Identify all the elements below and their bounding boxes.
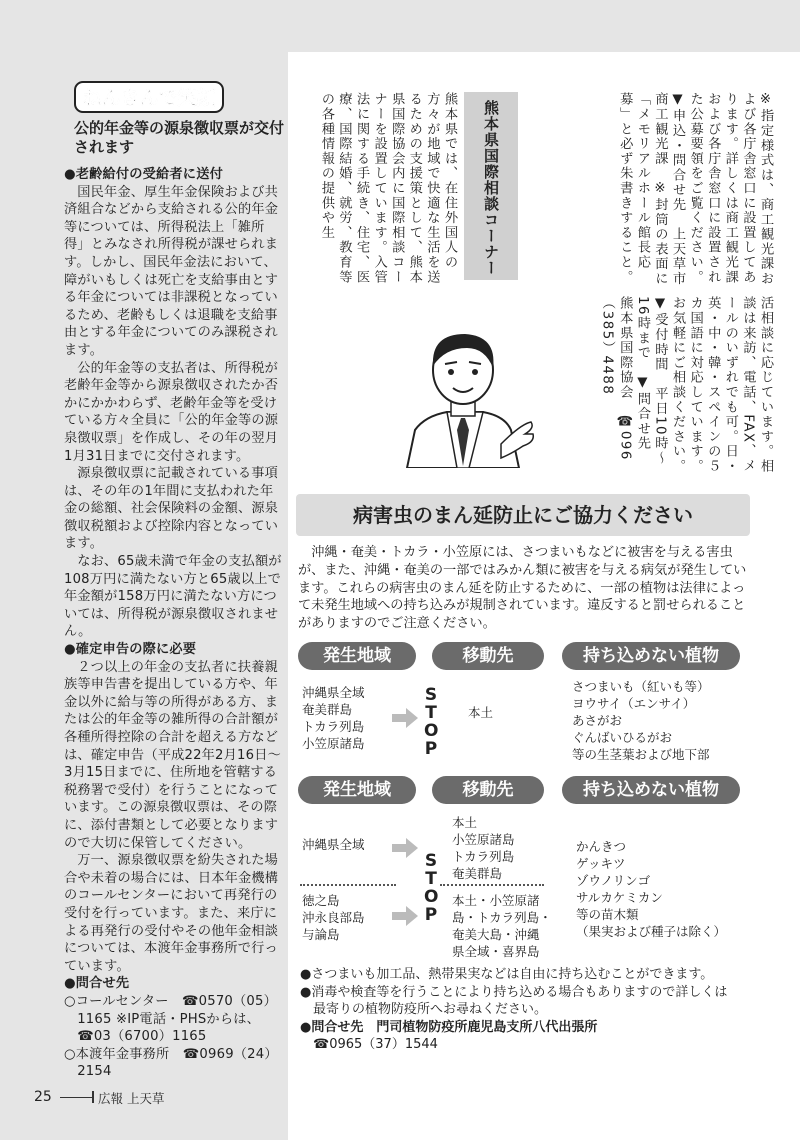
t1-plant: 等の生茎葉および地下部 (572, 747, 710, 762)
kumamoto-title: 熊本県国際相談コーナー (482, 100, 500, 276)
dotted-divider (440, 884, 544, 886)
note: ●消毒や検査等を行うことにより持ち込める場合もありますので詳しくは (300, 984, 728, 1000)
t2-plant: かんきつ (576, 839, 627, 854)
pill-banned-plants: 持ち込めない植物 (562, 642, 740, 670)
pill-destination: 移動先 (432, 642, 544, 670)
pest-contact: ●問合せ先 門司植物防疫所鹿児島支所八代出張所 (300, 1019, 598, 1035)
pest-title: 病害虫のまん延防止にご協力ください (353, 503, 693, 527)
vertical-notice-area (288, 78, 800, 480)
t2-plant: ゾウノリンゴ (576, 873, 651, 888)
consultant-illustration (385, 318, 535, 468)
stop-label-1: S T O P (424, 685, 439, 759)
kumamoto-body-continued: 活相談に応じています。相談は来訪、電話、FAX、メールのいずれでも可。日・英・中・韓・スペインの５カ国語に対応しています。お気軽にご相談ください。▼受付時間 平日10時～16時まで ▼問合せ先 熊本県国際協会 ☎096（385）4488 (599, 296, 773, 474)
t2-dest-item: 本土・小笠原諸 (452, 893, 540, 908)
pest-header (296, 494, 750, 536)
pest-contact-tel: ☎0965（37）1544 (313, 1037, 438, 1052)
arrow-right-icon (392, 838, 418, 858)
t2-dest-item: 本土 (452, 815, 478, 830)
stop-label-2: S T O P (424, 851, 439, 925)
t2-plant: （果実および種子は除く） (576, 924, 727, 939)
t1-origin-item: 小笠原諸島 (302, 736, 365, 751)
t1-origin-list (302, 684, 365, 752)
footer-rule (60, 1097, 92, 1098)
t2-plant: サルカケミカン (576, 890, 663, 905)
t2-dest-item: 奄美群島 (452, 866, 503, 881)
kumamoto-body: 熊本県では、在住外国人の方々が地域で快適な生活を送るための支援策として、熊本県国際協会内に国際相談コーナーを設置しています。入管法に関する手続き、住宅、医療、国際結婚、就労、教育等の各種情報の提供や生 (318, 92, 457, 285)
paragraph: ２つ以上の年金の支払者に扶養親族等申告書を提出している方や、年金以外に給与等の所得がある方、または公的年金等の雑所得の合計額が各種所得控除の合計を超える方などは、確定申告（平成22年2月16日～3月15日までに、住所地を管轄する税務署で受付）を行うことになっています。この源泉徴収票は、その際に、添付書類として必要となりますので大切に保管してください。 (64, 659, 281, 851)
section-heading: ●確定申告の際に必要 (64, 642, 197, 658)
t1-origin-item: 奄美群島 (302, 702, 353, 717)
arrow-right-icon (392, 708, 418, 728)
t2-dest-item: トカラ列島 (452, 849, 515, 864)
t2-dest-item: 奄美大島・沖縄 (452, 927, 540, 942)
paragraph: 万一、源泉徴収票を紛失された場合や未着の場合には、日本年金機構のコールセンターにおいて再発行の受付を行っています。また、来庁による再発行の受付やその他年金相談については、本渡年金事務所で行っています。 (64, 853, 279, 974)
contact-heading: ●問合せ先 (64, 976, 130, 992)
contact-line: 2154 (77, 1064, 112, 1080)
t1-plant: ヨウサイ（エンサイ） (572, 696, 696, 711)
t1-origin-item: 沖縄県全域 (302, 685, 365, 700)
memorial-hall-notice: ※指定様式は、商工観光課および各庁舎窓口に設置してあります。詳しくは商工観光課および各庁舎窓口に設置された公募要領をご覧ください。▼申込・問合せ先 上天草市商工観光課 ※封筒の表面に「メモリアルホール館長応募」と必ず朱書きすること。 (617, 92, 773, 287)
paragraph: 源泉徴収票に記載されている事項は、その年の1年間に支払われた年金の総額、社会保険料の金額、源泉徴収税額および控除内容となっています。 (64, 466, 279, 552)
t1-plants-list (572, 678, 710, 763)
t2-origin-a: 沖縄県全域 (302, 837, 365, 852)
pill-destination-2: 移動先 (432, 776, 544, 804)
note: ●さつまいも加工品、熱帯果実などは自由に持ち込むことができます。 (300, 967, 714, 982)
t1-plant: さつまいも（紅いも等） (572, 679, 710, 694)
kumamoto-title-box (464, 92, 518, 280)
contact-line: ☎03（6700）1165 (77, 1029, 207, 1045)
pest-intro-text: 沖縄・奄美・トカラ・小笠原には、さつまいもなどに被害を与える害虫が、また、沖縄・奄美の一部ではみかん類に被害を与える病気が発生しています。これらの病害虫のまん延を防止するために、一部の植物は法律によって未発生地域への持ち込みが規制されています。違反すると罰せられることがありますのでご注意ください。 (298, 545, 747, 632)
t2-plant: 等の苗木類 (576, 907, 639, 922)
pill-banned-plants-2: 持ち込めない植物 (562, 776, 740, 804)
pension-article-title: 公的年金等の源泉徴収票が交付されます (74, 119, 285, 156)
paragraph: 国民年金、厚生年金保険および共済組合などから支給される公的年金等については、所得税法上「雑所得」とみなされ所得税が課せられます。しかし、国民年金法において、障がいもしくは死亡を支給事由とする年金については非課税となっているため、老齢もしくは退職を支給事由とする年金についてのみ課税されます。 (64, 184, 279, 358)
contact-line: ○コールセンター ☎0570（05） (64, 993, 277, 1009)
t2-origin-item: 沖永良部島 (302, 910, 365, 925)
pill-origin: 発生地域 (298, 642, 416, 670)
t1-plant: あさがお (572, 713, 623, 728)
section-heading: ●老齢給付の受給者に送付 (64, 167, 223, 182)
paragraph: 公的年金等の支払者は、所得税が老齢年金等から源泉徴収されたか否かにかかわらず、老齢年金等を受けている方々全員に「公的年金等の源泉徴収票」を作成し、その年の翌月1月31日までに交付されます。 (64, 360, 279, 464)
contact-line: 1165 ※IP電話・PHSからは、 (77, 1011, 260, 1027)
t2-plant: ゲッキツ (576, 856, 626, 871)
page-number: 25 (34, 1089, 52, 1105)
pest-intro (298, 544, 758, 633)
t2-origin-item: 与論島 (302, 927, 340, 942)
publication-name: 広報 上天草 (98, 1091, 165, 1106)
note: 最寄りの植物防疫所へお尋ねください。 (313, 1002, 548, 1017)
pension-article-body (64, 166, 284, 1081)
t2-dest-item: 小笠原諸島 (452, 832, 515, 847)
t2-origin-b-list (302, 892, 365, 943)
t2-dest-b-list (452, 892, 552, 960)
t2-dest-a-list (452, 814, 515, 882)
paragraph: なお、65歳未満で年金の支払額が108万円に満たない方と65歳以上で年金額が158万円に満たない方については、所得税が源泉徴収されません。 (64, 554, 282, 640)
pest-notes (300, 966, 760, 1054)
top-gray-band (288, 0, 800, 52)
pill-origin-2: 発生地域 (298, 776, 416, 804)
t2-dest-item: 島・トカラ列島・ (452, 910, 552, 925)
t1-origin-item: トカラ列島 (302, 719, 365, 734)
nenkin-egao-logo (74, 80, 224, 114)
t1-destination: 本土 (468, 705, 494, 720)
t2-dest-item: 県全域・喜界島 (452, 944, 540, 959)
dotted-divider (300, 884, 396, 886)
arrow-right-icon (392, 906, 418, 926)
contact-line: ○本渡年金事務所 ☎0969（24） (64, 1046, 278, 1062)
footer-bar (92, 1091, 94, 1103)
t2-origin-item: 徳之島 (302, 893, 340, 908)
t1-plant: ぐんばいひるがお (572, 730, 673, 745)
logo-text: ねんきんで笑顔 (82, 87, 216, 109)
t2-plants-list (576, 838, 726, 940)
